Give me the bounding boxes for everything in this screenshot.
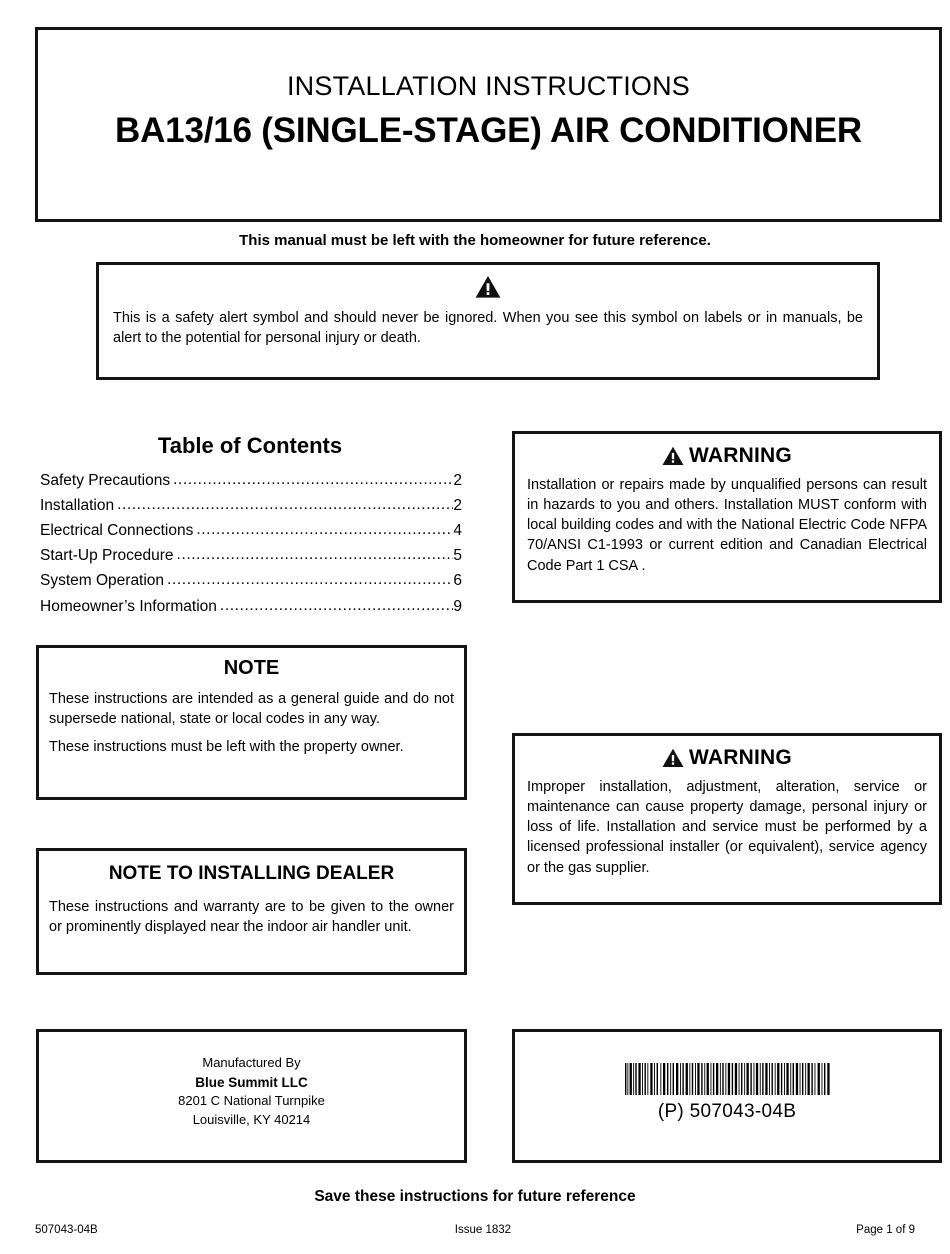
manual-retention-notice: This manual must be left with the homeowner for future reference. — [239, 232, 711, 249]
toc-entry-label: System Operation — [40, 572, 165, 590]
warning-box-improper-installation — [512, 733, 942, 905]
toc-entry-page: 2 — [453, 472, 462, 489]
warning-triangle-icon — [475, 275, 501, 299]
footer-part-number: 507043-04B — [35, 1224, 98, 1236]
toc-entry-start-up-procedure[interactable] — [40, 543, 462, 568]
toc-leader-dots — [117, 492, 453, 517]
footer-page-number: Page 1 of 9 — [856, 1224, 915, 1236]
warning-triangle-icon — [662, 446, 684, 466]
toc-entry-page: 9 — [453, 597, 462, 615]
manufacturer-street: 8201 C National Turnpike — [178, 1093, 325, 1109]
toc-leader-dots — [220, 593, 453, 618]
manufacturer-prefix: Manufactured By — [202, 1054, 301, 1070]
warning-label: WARNING — [689, 746, 792, 769]
footer-issue: Issue 1832 — [454, 1224, 512, 1236]
page-title: BA13/16 (SINGLE-STAGE) AIR CONDITIONER — [115, 111, 862, 151]
toc-entry-homeowners-information[interactable] — [40, 594, 462, 619]
table-of-contents-list — [40, 468, 462, 619]
barcode-image — [625, 1063, 830, 1095]
note-box — [36, 645, 467, 800]
warning-box-qualified-persons — [512, 431, 942, 603]
toc-leader-dots — [177, 542, 454, 567]
warning-label: WARNING — [689, 444, 792, 467]
manufacturer-name: Blue Summit LLC — [195, 1074, 308, 1090]
note-paragraph-1: These instructions are intended as a general guide and do not supersede national, state or local codes in any way. — [49, 691, 454, 728]
warning-triangle-icon — [662, 748, 684, 768]
toc-leader-dots — [173, 467, 453, 492]
toc-entry-label: Start-Up Procedure — [40, 547, 174, 565]
dealer-note-heading: NOTE TO INSTALLING DEALER — [108, 863, 395, 884]
toc-entry-label: Homeowner’s Information — [40, 597, 217, 615]
table-of-contents-heading: Table of Contents — [157, 433, 343, 458]
page-footer — [35, 1224, 915, 1236]
safety-alert-symbol-container — [113, 275, 863, 299]
toc-leader-dots — [196, 517, 453, 542]
barcode-box — [512, 1029, 942, 1163]
manufacturer-city-state-zip: Louisville, KY 40214 — [192, 1112, 311, 1128]
note-paragraph-2: These instructions must be left with the property owner. — [49, 739, 404, 756]
toc-entry-page: 5 — [453, 547, 462, 565]
title-block — [35, 27, 942, 222]
toc-leader-dots — [167, 567, 453, 592]
note-heading: NOTE — [223, 657, 280, 679]
warning-header — [527, 746, 927, 770]
toc-entry-label: Electrical Connections — [40, 522, 194, 540]
warning-text: Installation or repairs made by unqualified persons can result in hazards to you and others. Installation MUST conform with local building codes and with the National Electric Code NFPA 70/ANSI C1-1993 or current edition and Canadian Electrical Code Part 1 CSA . — [527, 477, 927, 574]
toc-entry-electrical-connections[interactable] — [40, 518, 462, 543]
safety-alert-box — [96, 262, 880, 380]
barcode-label: (P) 507043-04B — [657, 1101, 797, 1122]
safety-alert-text: This is a safety alert symbol and should never be ignored. When you see this symbol on labels or in manuals, be alert to the potential for personal injury or death. — [113, 310, 863, 346]
save-instructions-notice: Save these instructions for future reference — [314, 1188, 636, 1205]
toc-entry-page: 2 — [453, 497, 462, 515]
toc-entry-system-operation[interactable] — [40, 568, 462, 593]
toc-entry-label: Installation — [40, 497, 115, 515]
dealer-note-box — [36, 848, 467, 975]
toc-entry-safety-precautions[interactable] — [40, 468, 462, 493]
toc-entry-label: Safety Precautions — [40, 472, 171, 489]
warning-header — [527, 444, 927, 468]
toc-entry-installation[interactable] — [40, 493, 462, 518]
toc-entry-page: 4 — [453, 522, 462, 540]
page-subtitle: INSTALLATION INSTRUCTIONS — [286, 70, 691, 101]
dealer-note-text: These instructions and warranty are to be given to the owner or prominently displayed near the indoor air handler unit. — [49, 899, 454, 936]
manufacturer-box — [36, 1029, 467, 1163]
toc-entry-page: 6 — [453, 572, 462, 590]
warning-text: Improper installation, adjustment, alteration, service or maintenance can cause property damage, personal injury or loss of life. Installation and service must be performed by a licensed professional installer (or equivalent), service agency or the gas supplier. — [527, 779, 927, 876]
